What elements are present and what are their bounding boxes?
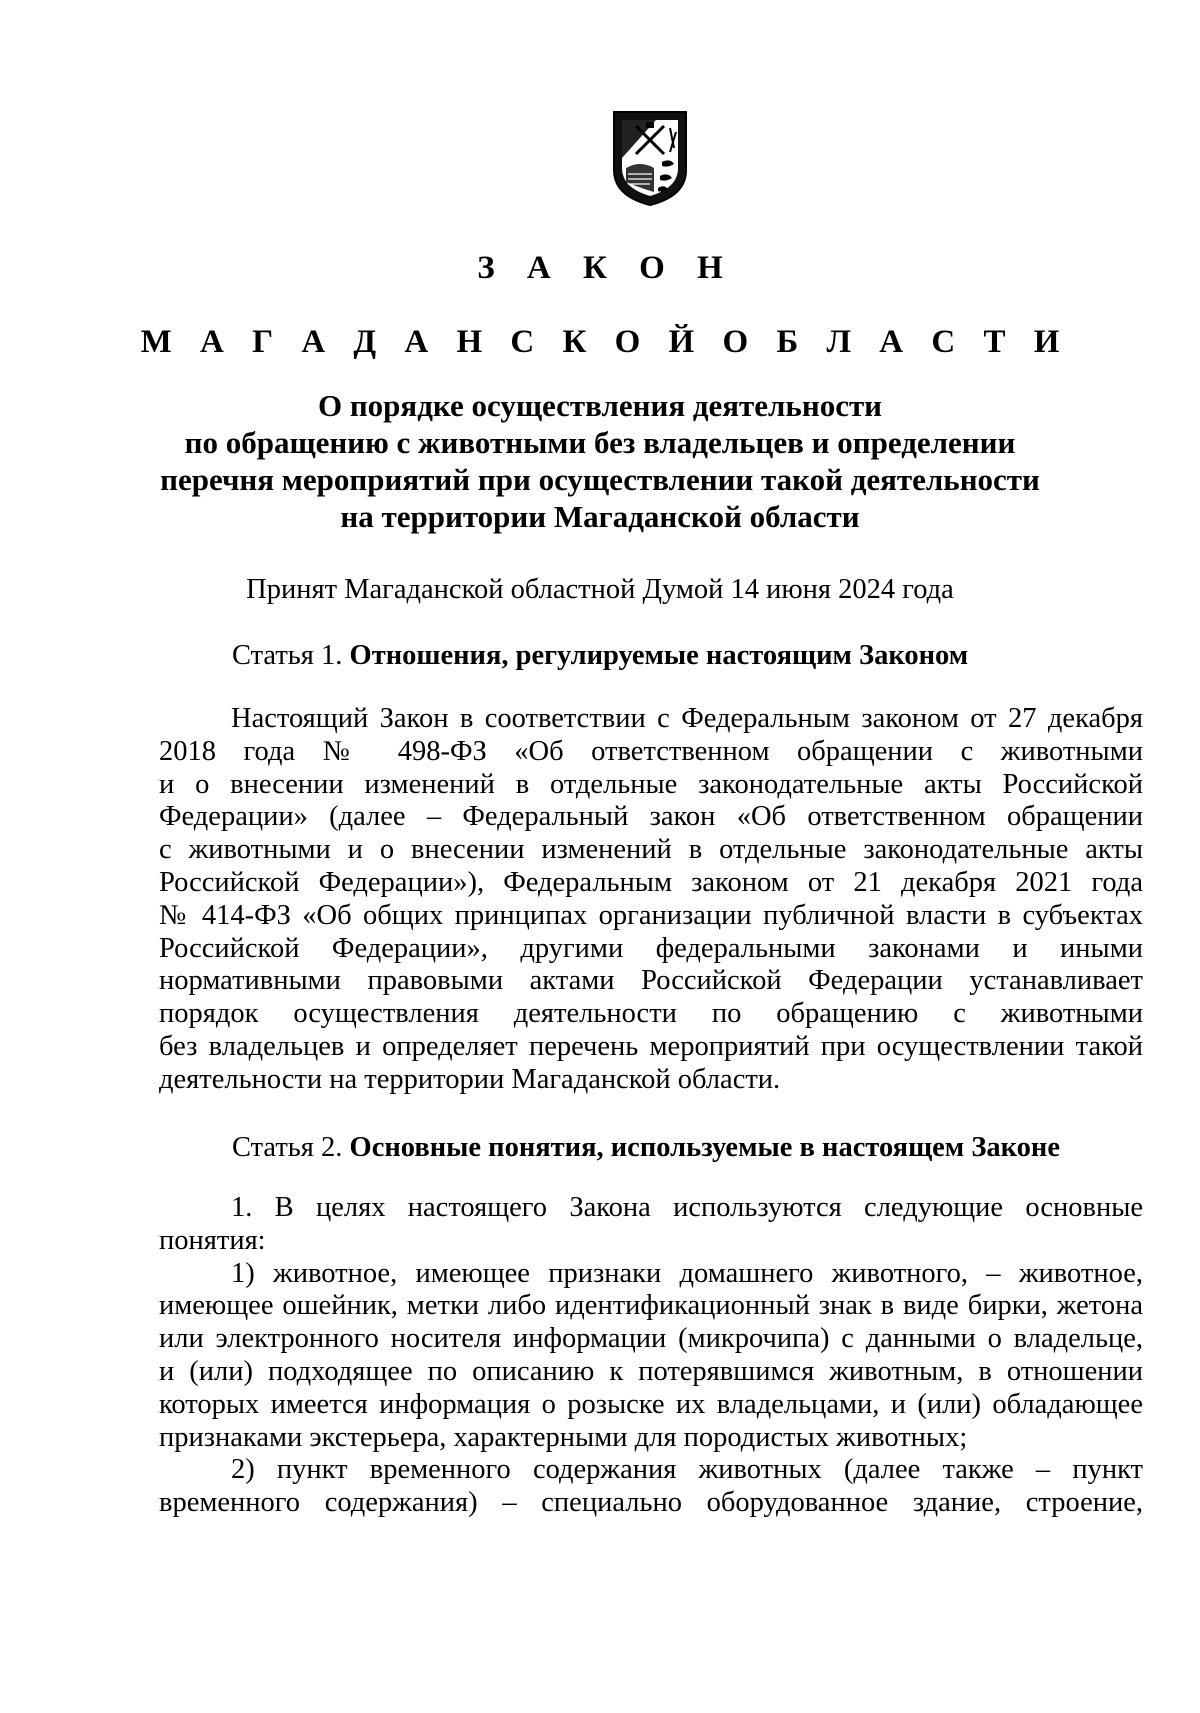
article-2-number: Статья 2. xyxy=(232,1132,350,1163)
text-line: Российской Федерации», другими федеральными законами и иными xyxy=(159,932,1143,964)
text-line: имеющее ошейник, метки либо идентификационный знак в виде бирки, жетона xyxy=(159,1290,1143,1322)
text-line: Российской Федерации»), Федеральным законом от 21 декабря 2021 года xyxy=(159,866,1143,898)
text-line: нормативными правовыми актами Российской Федерации устанавливает xyxy=(159,965,1143,997)
adoption-note: Принят Магаданской областной Думой 14 июня 2024 года xyxy=(246,574,954,605)
text-line: 2) пункт временного содержания животных (далее также – пункт xyxy=(231,1454,1143,1486)
article-1-number: Статья 1. xyxy=(232,640,350,671)
text-line: или электронного носителя информации (микрочипа) с данными о владельце, xyxy=(159,1323,1143,1355)
text-line: Настоящий Закон в соответствии с Федеральным законом от 27 декабря xyxy=(231,703,1143,734)
text-line: с животными и о внесении изменений в отдельные законодательные акты xyxy=(159,834,1143,866)
text-line: временного содержания) – специально оборудованное здание, строение, xyxy=(159,1487,1143,1519)
document-type-heading: З А К О Н xyxy=(477,250,735,286)
law-title xyxy=(100,387,1100,535)
text-line: и о внесении изменений в отдельные законодательные акты Российской xyxy=(159,768,1143,800)
text-line: без владельцев и определяет перечень мероприятий при осуществлении такой xyxy=(159,1030,1143,1062)
text-line: 2018 года № 498-ФЗ «Об ответственном обращении с животными xyxy=(159,735,1143,767)
article-2-heading xyxy=(232,1130,1060,1166)
region-heading: М А Г А Д А Н С К О Й О Б Л А С Т И xyxy=(140,324,1070,360)
text-line: которых имеется информация о розыске их владельцами, и (или) обладающее xyxy=(159,1388,1143,1420)
law-title-line: перечня мероприятий при осуществлении такой деятельности xyxy=(160,462,1040,497)
article-2-body xyxy=(159,1192,1143,1520)
text-line: признаками экстерьера, характерными для породистых животных; xyxy=(159,1421,968,1453)
text-line: Федерации» (далее – Федеральный закон «Об ответственном обращении xyxy=(159,801,1143,833)
text-line: деятельности на территории Магаданской области. xyxy=(159,1063,781,1095)
text-line: понятия: xyxy=(159,1224,266,1256)
article-2-title: Основные понятия, используемые в настоящем Законе xyxy=(349,1132,1061,1163)
article-1-heading xyxy=(232,638,968,674)
text-line: № 414-ФЗ «Об общих принципах организации публичной власти в субъектах xyxy=(159,899,1143,931)
article-1-title: Отношения, регулируемые настоящим Законом xyxy=(349,640,969,671)
law-title-line: на территории Магаданской области xyxy=(340,499,860,534)
law-title-line: О порядке осуществления деятельности xyxy=(317,388,883,423)
article-1-body xyxy=(159,703,1143,1097)
text-line: 1. В целях настоящего Закона используются следующие основные xyxy=(231,1192,1143,1223)
text-line: порядок осуществления деятельности по обращению с животными xyxy=(159,998,1143,1030)
text-line: и (или) подходящее по описанию к потерявшимся животным, в отношении xyxy=(159,1355,1143,1387)
law-title-line: по обращению с животными без владельцев и определении xyxy=(184,425,1016,460)
text-line: 1) животное, имеющее признаки домашнего животного, – животное, xyxy=(231,1257,1143,1289)
magadan-coat-of-arms-icon xyxy=(610,108,690,208)
